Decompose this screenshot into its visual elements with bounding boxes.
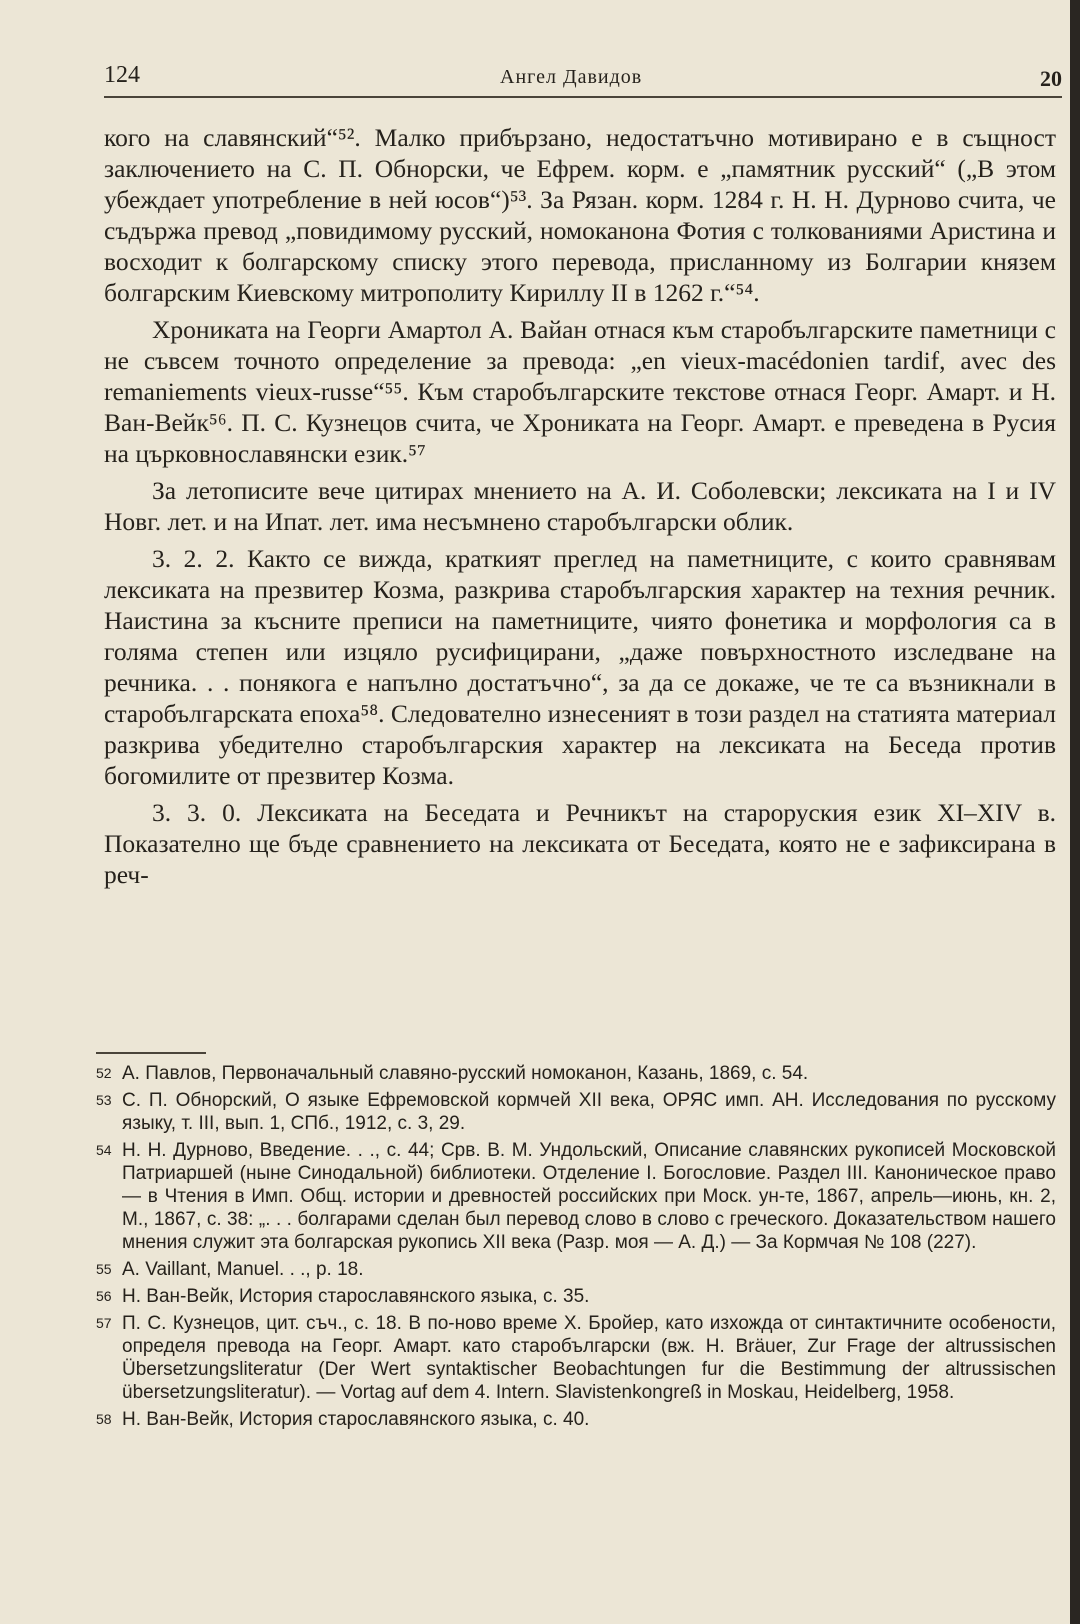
paragraph-3: За летописите вече цитирах мнението на А. И. Соболевски; лексиката на I и IV Новг. лет. и на Ипат. лет. има несъмнено старобългарски облик. <box>104 476 1056 536</box>
paragraph-5: 3. 3. 0. Лексиката на Беседата и Речникът на староруския език XI–XIV в. Показателно ще бъде сравнението на лексиката от Беседата, която не е зафиксирана в реч- <box>104 798 1056 889</box>
page-header <box>104 58 1064 98</box>
footnote: 57 П. С. Кузнецов, цит. съч., с. 18. В по-ново време Х. Бройер, като изхожда от синтактичните особености, определя превода на Георг. Амарт. като старобългарски (вж. H. Bräuer, Zur Frage der altrussischen Übersetzungsliteratur (Der Wert syntaktischer Beobachtungen fur die Bestimmung der altrussischen übersetzungsliteratur). — Vortag auf dem 4. Intern. Slavistenkongreß in Moskau, Heidelberg, 1958. <box>96 1313 1056 1403</box>
footnote-rule <box>96 1052 206 1054</box>
footnote: 58 Н. Ван-Вейк, История старославянского языка, с. 40. <box>96 1409 590 1430</box>
footnote: 55 A. Vaillant, Manuel. . ., p. 18. <box>96 1259 364 1280</box>
footnote: 54 Н. Н. Дурново, Введение. . ., с. 44; Срв. В. М. Ундольский, Описание славянских рукописей Московской Патриаршей (ныне Синодальной) библиотеки. Отделение I. Богословие. Раздел III. Каноническое право — в Чтения в Имп. Общ. истории и древностей российских при Моск. ун-те, 1867, апрель—июнь, кн. 2, М., 1867, с. 38: „. . . болгарами сделан был перевод слово в слово с греческого. Доказательством нашего мнения служит эта болгарская рукопись XII века (Разр. моя — А. Д.) — За Кормчая № 108 (227). <box>96 1140 1056 1253</box>
header-rule <box>104 96 1062 98</box>
paragraph-1: кого на славянский“⁵². Малко прибързано, недостатъчно мотивирано е в същност заключението на С. П. Обнорски, че Ефрем. корм. е „памятник русский“ („В этом убеждает употребление в ней юсов“)⁵³. За Рязан. корм. 1284 г. Н. Н. Дурново счита, че съдържа превод „повидимому русский, номоканона Фотия с толкованиями Аристина и восходит к болгарскому списку этого перевода, присланному из Болгарии князем болгарским Киевскому митрополиту Кириллу II в 1262 г.“⁵⁴. <box>104 123 1056 307</box>
footnote: 56 Н. Ван-Вейк, История старославянского языка, с. 35. <box>96 1286 590 1307</box>
paragraph-4: 3. 2. 2. Както се вижда, краткият преглед на паметниците, с които сравнявам лексиката на презвитер Козма, разкрива старобългарския характер на техния речник. Наистина за късните преписи на паметниците, чиято фонетика и морфология са в голяма степен или изцяло русифицирани, „даже повърхностното изследване на речника. . . понякога е напълно достатъчно“, за да се докаже, че те са възникнали в старобългарската епоха⁵⁸. Следователно изнесеният в този раздел на статията материал разкрива убедително старобългарския характер на лексиката на Беседа против богомилите от презвитер Козма. <box>104 544 1056 790</box>
footnote: 53 С. П. Обнорский, О языке Ефремовской кормчей XII века, ОРЯС имп. АН. Исследования по русскому языку, т. III, вып. 1, СПб., 1912, с. 3, 29. <box>96 1090 1056 1134</box>
running-title: Ангел Давидов <box>500 66 643 88</box>
footnote: 52 А. Павлов, Первоначальный славяно-русский номоканон, Казань, 1869, с. 54. <box>96 1063 809 1084</box>
page-edge <box>1070 0 1080 1624</box>
main-text <box>104 122 1056 896</box>
page-marker: 20 <box>1040 66 1062 91</box>
page-number: 124 <box>104 62 140 88</box>
paragraph-2: Хрониката на Георги Амартол А. Вайан отнася към старобългарските паметници с не съвсем точното определение за превода: „en vieux-macédonien tardif, avec des remaniements vieux-russe“⁵⁵. Към старобългарските текстове отнася Георг. Амарт. и Н. Ван-Вейк⁵⁶. П. С. Кузнецов счита, че Хрониката на Георг. Амарт. е преведена в Русия на църковнославянски език.⁵⁷ <box>104 315 1056 468</box>
footnotes <box>96 1062 1056 1435</box>
